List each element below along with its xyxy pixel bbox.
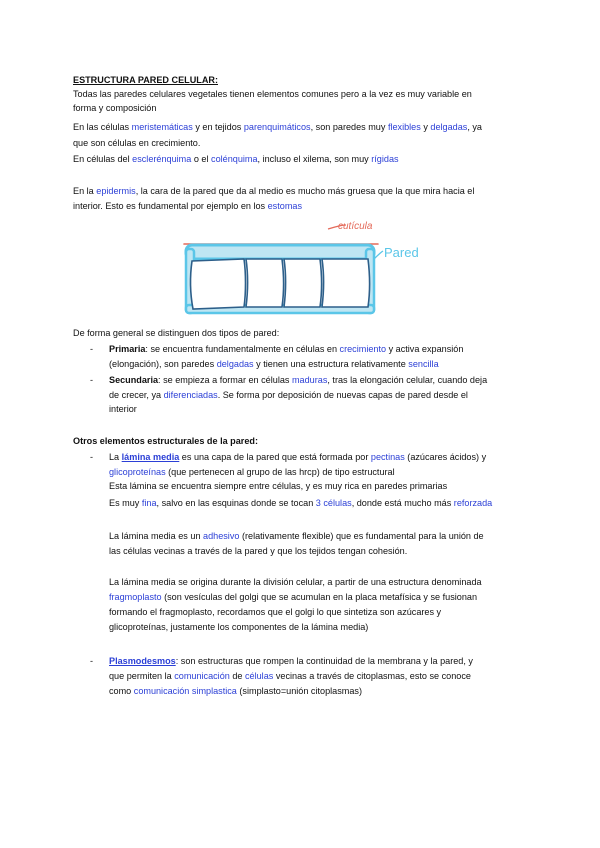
lamina-line-4: Es muy fina, salvo en las esquinas donde se tocan 3 células, donde está mucho más reforzada — [109, 498, 493, 508]
term-fina: fina — [141, 498, 157, 508]
plasmodesmos-line-3: como comunicación simplastica (simplasto=unión citoplasmas) — [109, 686, 362, 696]
origin-line-3: formando el fragmoplasto, recordamos que el golgi lo que sintetiza son azúcares y — [109, 607, 442, 617]
plasmodesmos-line-1: Plasmodesmos: son estructuras que rompen la continuidad de la membrana y la pared, y — [109, 656, 473, 666]
bullet-plasmodesmos: - — [90, 656, 94, 666]
term-crecimiento: crecimiento — [339, 344, 387, 354]
bullet-secondary: - — [90, 375, 94, 385]
term-delgadas-2: delgadas — [216, 359, 254, 369]
term-epidermis: epidermis — [96, 186, 136, 196]
term-esclerenquima: esclerénquima — [132, 154, 192, 164]
term-meristematicas: meristemáticas — [131, 122, 193, 132]
lamina-line-1: La lámina media es una capa de la pared que está formada por pectinas (azúcares ácidos) y — [109, 452, 487, 462]
term-diferenciadas: diferenciadas — [163, 390, 218, 400]
intro-line-2: forma y composición — [73, 103, 157, 113]
bullet-primary: - — [90, 344, 94, 354]
wall-label: Pared — [384, 245, 419, 260]
origin-line-1: La lámina media se origina durante la división celular, a partir de una estructura denominada — [109, 577, 482, 587]
bullet-lamina-media: - — [90, 452, 94, 462]
term-pectinas: pectinas — [370, 452, 405, 462]
term-lamina-media: lámina media — [121, 452, 180, 462]
term-celulas: células — [245, 671, 274, 681]
term-comunicacion: comunicación — [174, 671, 230, 681]
document-title: ESTRUCTURA PARED CELULAR: — [73, 75, 218, 85]
epidermis-cell-sketch — [178, 213, 438, 321]
secondary-line-1: Secundaria: se empieza a formar en células maduras, tras la elongación celular, cuando deja — [109, 375, 488, 385]
intro-line-3: En las células meristemáticas y en tejidos parenquimáticos, son paredes muy flexibles y delgadas, ya — [73, 122, 482, 132]
term-plasmodesmos: Plasmodesmos — [109, 656, 176, 666]
term-3-celulas: 3 células — [315, 498, 352, 508]
secondary-line-2: de crecer, ya diferenciadas. Se forma por deposición de nuevas capas de pared desde el — [109, 390, 468, 400]
term-estomas: estomas — [267, 201, 302, 211]
term-delgadas: delgadas — [430, 122, 468, 132]
plasmodesmos-line-2: que permiten la comunicación de células vecinas a través de citoplasmas, esto se conoce — [109, 671, 471, 681]
cell-2 — [246, 259, 284, 307]
secondary-line-3: interior — [109, 404, 137, 414]
cell-4 — [322, 259, 370, 307]
term-adhesivo: adhesivo — [203, 531, 240, 541]
epidermis-line-1: En la epidermis, la cara de la pared que da al medio es mucho más gruesa que la que mira hacia el — [73, 186, 475, 196]
others-heading: Otros elementos estructurales de la pared: — [73, 436, 258, 446]
term-rigidas: rígidas — [371, 154, 399, 164]
cuticle-label: cutícula — [338, 221, 373, 232]
cell-3 — [284, 259, 322, 307]
term-parenquimaticos: parenquimáticos — [243, 122, 311, 132]
primary-line-2: (elongación), son paredes delgadas y tienen una estructura relativamente sencilla — [109, 359, 439, 369]
epidermis-line-2: interior. Esto es fundamental por ejemplo en los estomas — [73, 201, 302, 211]
intro-line-1: Todas las paredes celulares vegetales tienen elementos comunes pero a la vez es muy variable en — [73, 89, 472, 99]
adhesive-line-1: La lámina media es un adhesivo (relativamente flexible) que es fundamental para la unión de — [109, 531, 484, 541]
term-colenquima: colénquima — [211, 154, 258, 164]
cell-row — [191, 259, 370, 309]
lamina-line-2: glicoproteínas (que pertenecen al grupo de las hrcp) de tipo estructural — [109, 467, 395, 477]
adhesive-line-2: las células vecinas a través de la pared y que los tejidos tengan cohesión. — [109, 546, 408, 556]
cell-1 — [191, 259, 246, 309]
term-maduras: maduras — [291, 375, 328, 385]
lamina-line-3: Esta lámina se encuentra siempre entre células, y es muy rica en paredes primarias — [109, 481, 448, 491]
origin-line-2: fragmoplasto (son vesículas del golgi que se acumulan en la placa metafísica y se fusionan — [109, 592, 478, 602]
term-comunicacion-simplastica: comunicación simplastica — [133, 686, 237, 696]
term-sencilla: sencilla — [408, 359, 439, 369]
types-intro: De forma general se distinguen dos tipos de pared: — [73, 328, 280, 338]
primary-line-1: Primaria: se encuentra fundamentalmente en células en crecimiento y activa expansión — [109, 344, 464, 354]
term-flexibles: flexibles — [387, 122, 421, 132]
intro-line-4: que son células en crecimiento. — [73, 138, 201, 148]
origin-line-4: glicoproteínas, justamente los componentes de la lámina media) — [109, 622, 369, 632]
term-fragmoplasto: fragmoplasto — [109, 592, 162, 602]
term-glicoproteinas: glicoproteínas — [109, 467, 166, 477]
intro-line-5: En células del esclerénquima o el colénquima, incluso el xilema, son muy rígidas — [73, 154, 399, 164]
term-reforzada: reforzada — [453, 498, 493, 508]
